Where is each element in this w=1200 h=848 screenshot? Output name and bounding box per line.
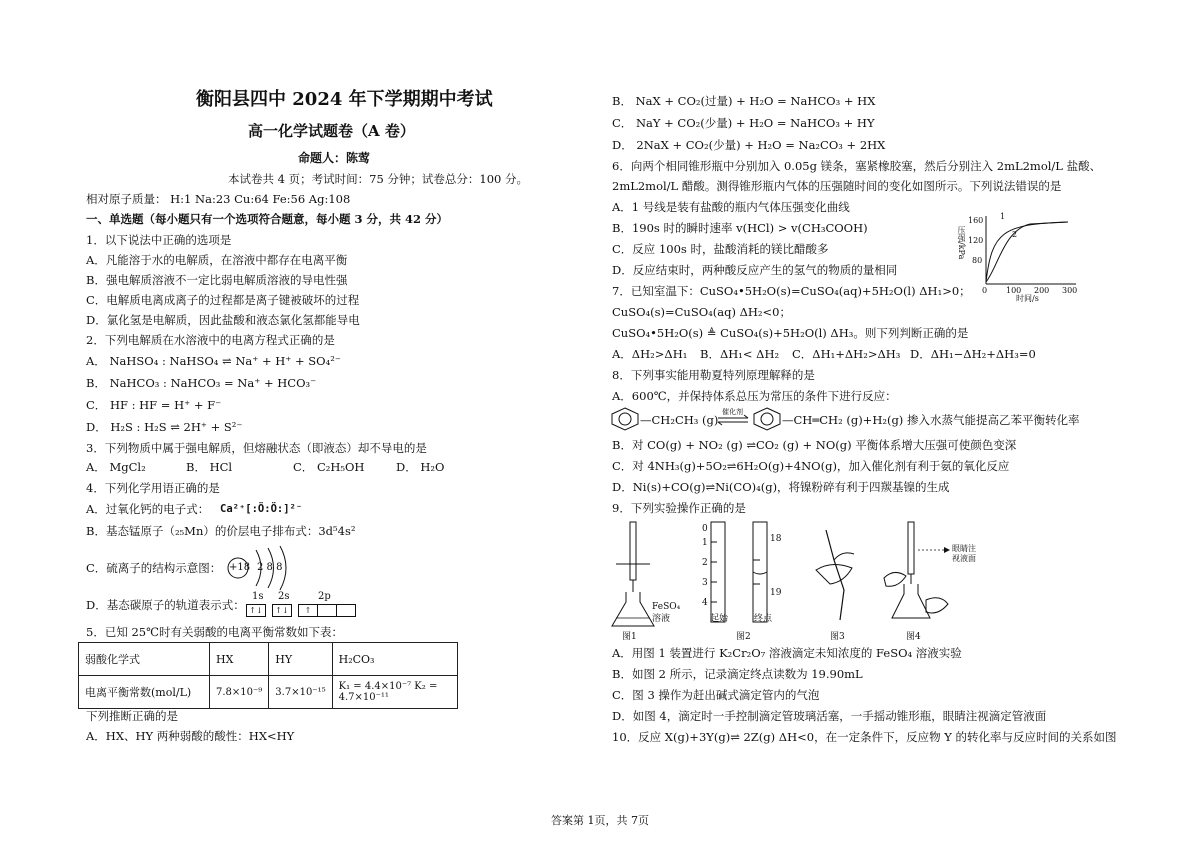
q1-option-d: D．氯化氢是电解质，因此盐酸和液态氯化氢都能导电	[86, 313, 360, 327]
fig-caption-4: 图4	[906, 632, 921, 642]
q6-stem-line2: 2mL2mol/L 醋酸。测得锥形瓶内气体的压强随时间的变化如图所示。下列说法错误的是	[612, 179, 1062, 193]
q6-stem-line1: 6．向两个相同锥形瓶中分别加入 0.05g 镁条，塞紧橡胶塞，然后分别注入 2mL2mol/L 盐酸、	[612, 159, 1102, 173]
orbital-box-1s: ↑↓	[246, 604, 266, 617]
q2-option-a: A． NaHSO₄ : NaHSO₄ ⇌ Na⁺ + H⁺ + SO₄²⁻	[86, 354, 341, 368]
table-cell: 3.7×10⁻¹⁵	[269, 676, 332, 709]
catalyst-label: 催化剂	[722, 408, 743, 416]
fig1-label: FeSO₄	[652, 602, 681, 612]
atomic-mass: 相对原子质量： H:1 Na:23 Cu:64 Fe:56 Ag:108	[86, 192, 351, 206]
fig2-end-label: 终点	[754, 614, 773, 624]
exam-author: 命题人：陈莺	[298, 151, 371, 165]
q5-option-b: B． NaX + CO₂(过量) + H₂O = NaHCO₃ + HX	[612, 94, 876, 108]
q3-option-d: D． H₂O	[396, 460, 445, 474]
exam-subtitle: 高一化学试题卷（A 卷）	[248, 122, 415, 140]
table-cell: 7.8×10⁻⁹	[210, 676, 269, 709]
styrene-label: —CH═CH₂ (g)+H₂(g) 掺入水蒸气能提高乙苯平衡转化率	[782, 413, 1080, 427]
q4-option-a: A．过氧化钙的电子式：	[86, 502, 210, 516]
graph-xtick: 300	[1062, 286, 1078, 295]
q4-option-c: C．硫离子的结构示意图：	[86, 561, 222, 575]
q8-option-c: C．对 4NH₃(g)+5O₂⇌6H₂O(g)+4NO(g)，加入催化剂有利于氨的氧化反应	[612, 459, 1010, 473]
fig-caption-3: 图3	[830, 632, 845, 642]
q4-stem: 4．下列化学用语正确的是	[86, 481, 220, 495]
table-row	[79, 643, 458, 676]
q2-option-d: D． H₂S : H₂S ⇌ 2H⁺ + S²⁻	[86, 420, 243, 434]
fig2-tick: 1	[702, 538, 708, 548]
q5-after: 下列推断正确的是	[86, 709, 178, 723]
sulfide-nucleus-label: +18	[229, 562, 251, 573]
q4-peroxide-formula: Ca²⁺[:Ö:Ö:]²⁻	[220, 503, 303, 515]
q1-option-b: B．强电解质溶液不一定比弱电解质溶液的导电性强	[86, 273, 348, 287]
graph-ylabel: 压强/kPa	[957, 226, 966, 260]
fig2-start-label: 起始	[710, 614, 729, 624]
graph-xtick: 0	[982, 286, 988, 295]
graph-ytick: 120	[968, 236, 984, 245]
q10-stem: 10．反应 X(g)+3Y(g)⇌ 2Z(g) ΔH<0，在一定条件下，反应物 Y 的转化率与反应时间的关系如图	[612, 730, 1117, 744]
ethylbenzene-label: —CH₂CH₃ (g)	[640, 413, 719, 427]
graph-ytick: 160	[968, 216, 984, 225]
fig1-label2: 溶液	[652, 614, 671, 624]
q7-line3: CuSO₄•5H₂O(s) ≜ CuSO₄(s)+5H₂O(l) ΔH₃。则下列判断正确的是	[612, 326, 969, 340]
fig2-right-top: 18	[770, 534, 782, 544]
q9-option-d: D．如图 4，滴定时一手控制滴定管玻璃活塞，一手摇动锥形瓶，眼睛注视滴定管液面	[612, 709, 1047, 723]
q9-option-c: C．图 3 操作为赶出碱式滴定管内的气泡	[612, 688, 820, 702]
fig4-note2: 视液面	[952, 554, 976, 563]
exam-title: 衡阳县四中 2024 年下学期期中考试	[196, 89, 493, 110]
q7-option-d: D．ΔH₁−ΔH₂+ΔH₃=0	[910, 347, 1036, 361]
graph-curve-2-label: 2	[1012, 230, 1018, 239]
graph-ytick: 80	[972, 256, 983, 265]
fig2-zero: 0	[702, 524, 708, 534]
sulfide-shell-counts: 2 8 8	[257, 562, 283, 573]
q7-option-b: B．ΔH₁< ΔH₂	[700, 347, 780, 361]
q2-option-b: B． NaHCO₃ : NaHCO₃ = Na⁺ + HCO₃⁻	[86, 376, 317, 390]
q6-option-b: B．190s 时的瞬时速率 v(HCl) > v(CH₃COOH)	[612, 221, 868, 235]
q6-option-a: A．1 号线是装有盐酸的瓶内气体压强变化曲线	[612, 200, 850, 214]
q1-option-a: A．凡能溶于水的电解质，在溶液中都存在电离平衡	[86, 253, 348, 267]
q9-stem: 9．下列实验操作正确的是	[612, 501, 746, 515]
sulfide-structure-diagram	[226, 545, 296, 591]
fig2-tick: 2	[702, 558, 708, 568]
q4-option-d: D．基态碳原子的轨道表示式：	[86, 598, 245, 612]
graph-xtick: 100	[1006, 286, 1022, 295]
q8-option-d: D．Ni(s)+CO(g)⇌Ni(CO)₄(g)，将镍粉碎有利于四羰基镍的生成	[612, 480, 950, 494]
pressure-time-graph	[958, 212, 1078, 304]
q6-option-c: C．反应 100s 时，盐酸消耗的镁比醋酸多	[612, 242, 829, 256]
q9-option-b: B．如图 2 所示，记录滴定终点读数为 19.90mL	[612, 667, 863, 681]
acid-constant-table	[78, 642, 458, 709]
q9-figures	[608, 520, 988, 644]
table-header-cell: H₂CO₃	[332, 643, 457, 676]
graph-xlabel: 时间/s	[1016, 294, 1039, 303]
ethylbenzene-reaction	[610, 407, 1106, 433]
table-header-cell: HY	[269, 643, 332, 676]
q5-option-a: A．HX、HY 两种弱酸的酸性：HX<HY	[86, 729, 295, 743]
q2-option-c: C． HF : HF = H⁺ + F⁻	[86, 398, 222, 412]
graph-xtick: 200	[1034, 286, 1050, 295]
graph-curve-1-label: 1	[1000, 212, 1006, 221]
table-cell: K₁ = 4.4×10⁻⁷ K₂ = 4.7×10⁻¹¹	[332, 676, 457, 709]
table-header-cell: HX	[210, 643, 269, 676]
table-cell: 电离平衡常数(mol/L)	[79, 676, 210, 709]
fig4-note1: 眼睛注	[952, 544, 976, 553]
page-footer: 答案第 1页，共 7页	[551, 814, 649, 827]
fig-caption-2: 图2	[736, 632, 751, 642]
table-header-cell: 弱酸化学式	[79, 643, 210, 676]
orbital-box-2p-3	[336, 604, 356, 617]
q3-stem: 3．下列物质中属于强电解质，但熔融状态（即液态）却不导电的是	[86, 441, 427, 455]
q8-option-a: A．600℃，并保持体系总压为常压的条件下进行反应：	[612, 389, 897, 403]
orbital-box-2s: ↑↓	[272, 604, 292, 617]
q3-option-b: B． HCl	[186, 460, 233, 474]
section-heading: 一、单选题（每小题只有一个选项符合题意，每小题 3 分，共 42 分）	[86, 212, 449, 226]
table-row	[79, 676, 458, 709]
q1-stem: 1．以下说法中正确的选项是	[86, 233, 232, 247]
q8-stem: 8．下列事实能用勒夏特列原理解释的是	[612, 368, 815, 382]
q7-option-a: A．ΔH₂>ΔH₁	[612, 347, 688, 361]
q4-option-b: B．基态锰原子（₂₅Mn）的价层电子排布式：3d⁵4s²	[86, 524, 356, 538]
fig2-tick: 4	[702, 598, 708, 608]
q7-line2: CuSO₄(s)=CuSO₄(aq) ΔH₂<0；	[612, 305, 791, 319]
orbital-label-2s: 2s	[278, 591, 290, 602]
q5-option-c: C． NaY + CO₂(少量) + H₂O = NaHCO₃ + HY	[612, 116, 875, 130]
q1-option-c: C．电解质电离成离子的过程都是离子键被破坏的过程	[86, 293, 360, 307]
q8-option-b: B．对 CO(g) + NO₂ (g) ⇌CO₂ (g) + NO(g) 平衡体系增大压强可使颜色变深	[612, 438, 1017, 452]
orbital-diagram	[244, 590, 354, 620]
q7-stem: 7．已知室温下：CuSO₄•5H₂O(s)=CuSO₄(aq)+5H₂O(l) ΔH₁>0；	[612, 284, 971, 298]
orbital-label-2p: 2p	[318, 591, 331, 602]
orbital-label-1s: 1s	[252, 591, 264, 602]
q5-stem: 5．已知 25℃时有关弱酸的电离平衡常数如下表：	[86, 625, 343, 639]
q3-option-a: A． MgCl₂	[86, 460, 146, 474]
orbital-box-2p-1: ↑	[298, 604, 318, 617]
q5-option-d: D． 2NaX + CO₂(少量) + H₂O = Na₂CO₃ + 2HX	[612, 138, 886, 152]
fig-caption-1: 图1	[622, 632, 637, 642]
q9-option-a: A．用图 1 装置进行 K₂Cr₂O₇ 溶液滴定未知浓度的 FeSO₄ 溶液实验	[612, 646, 962, 660]
q3-option-c: C． C₂H₅OH	[293, 460, 365, 474]
fig2-tick: 3	[702, 578, 708, 588]
exam-info: 本试卷共 4 页；考试时间：75 分钟；试卷总分：100 分。	[228, 172, 529, 186]
orbital-box-2p-2	[317, 604, 337, 617]
q6-option-d: D．反应结束时，两种酸反应产生的氢气的物质的量相同	[612, 263, 898, 277]
fig2-right-bottom: 19	[770, 588, 782, 598]
q7-option-c: C．ΔH₁+ΔH₂>ΔH₃	[792, 347, 901, 361]
q2-stem: 2．下列电解质在水溶液中的电离方程式正确的是	[86, 333, 335, 347]
